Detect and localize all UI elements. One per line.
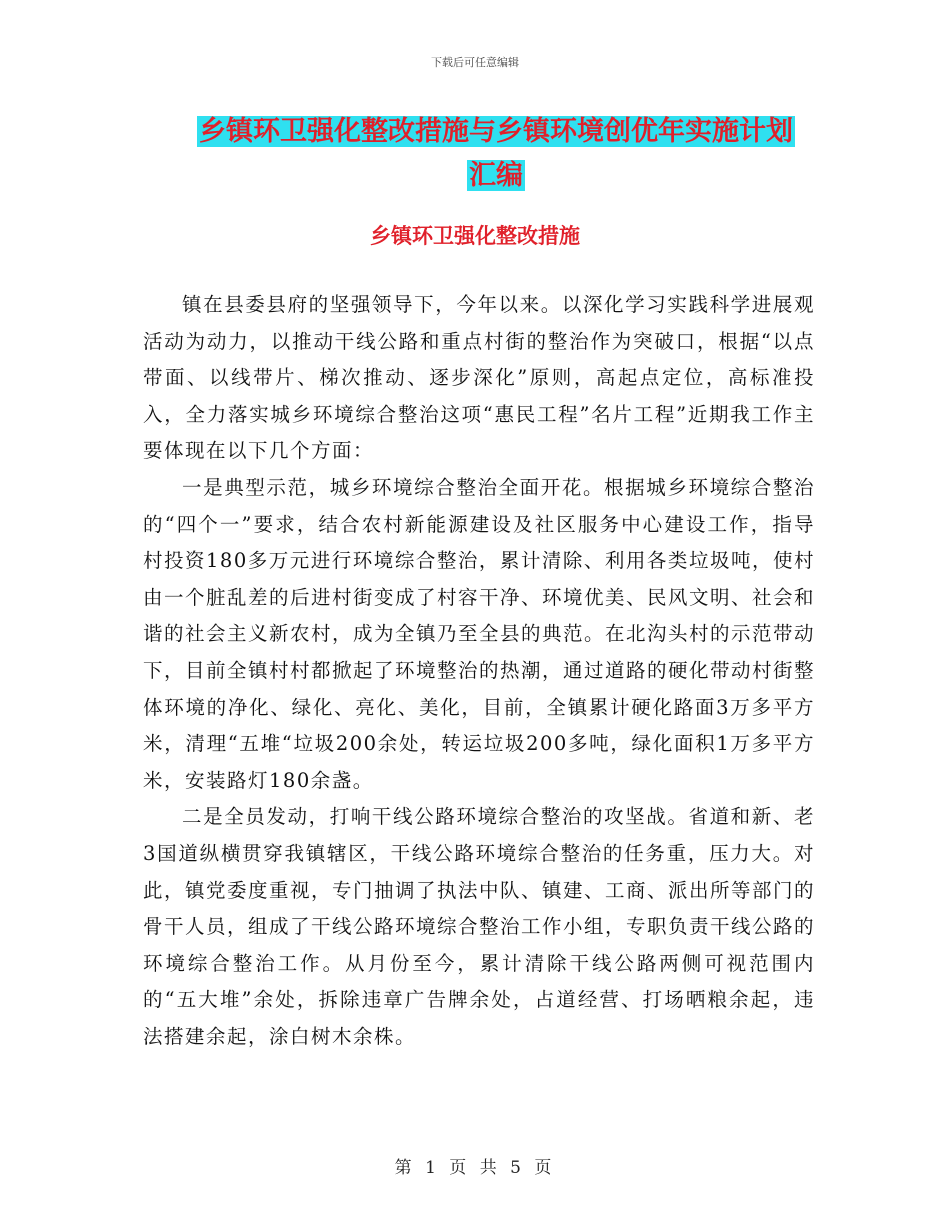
page-number-footer: 第 1 页 共 5 页: [394, 1158, 556, 1178]
paragraph-one: 一是典型示范，城乡环境综合整治全面开花。根据城乡环境综合整治的“四个一”要求，结合农村新能源建设及社区服务中心建设工作，指导村投资180多万元进行环境综合整治，累计清除、利用各类垃圾吨，使村由一个脏乱差的后进村街变成了村容干净、环境优美、民风文明、社会和谐的社会主义新农村，成为全镇乃至全县的典范。在北沟头村的示范带动下，目前全镇村村都掀起了环境整治的热潮，通过道路的硬化带动村街整体环境的净化、绿化、亮化、美化，目前，全镇累计硬化路面3万多平方米，清理“五堆“垃圾200余处，转运垃圾200多吨，绿化面积1万多平方米，安装路灯180余盏。: [143, 475, 816, 792]
header-note: 下载后可任意编辑: [431, 56, 519, 69]
document-title: [186, 110, 806, 198]
paragraph-two: 二是全员发动，打响干线公路环境综合整治的攻坚战。省道和新、老3国道纵横贯穿我镇辖区，干线公路环境综合整治的任务重，压力大。对此，镇党委度重视，专门抽调了执法中队、镇建、工商、派出所等部门的骨干人员，组成了干线公路环境综合整治工作小组，专职负责干线公路的环境综合整治工作。从月份至今，累计清除干线公路两侧可视范围内的“五大堆”余处，拆除违章广告牌余处，占道经营、打场晒粮余起，违法搭建余起，涂白树木余株。: [143, 805, 816, 1048]
paragraph-intro: 镇在县委县府的坚强领导下，今年以来。以深化学习实践科学进展观活动为动力，以推动干线公路和重点村街的整治作为突破口，根据“以点带面、以线带片、梯次推动、逐步深化”原则，高起点定位，高标准投入，全力落实城乡环境综合整治这项“惠民工程”名片工程”近期我工作主要体现在以下几个方面：: [143, 293, 815, 463]
section-title: 乡镇环卫强化整改措施: [370, 224, 580, 248]
document-title-text: 乡镇环卫强化整改措施与乡镇环境创优年实施计划汇编: [199, 116, 793, 191]
document-body: [143, 287, 815, 1055]
